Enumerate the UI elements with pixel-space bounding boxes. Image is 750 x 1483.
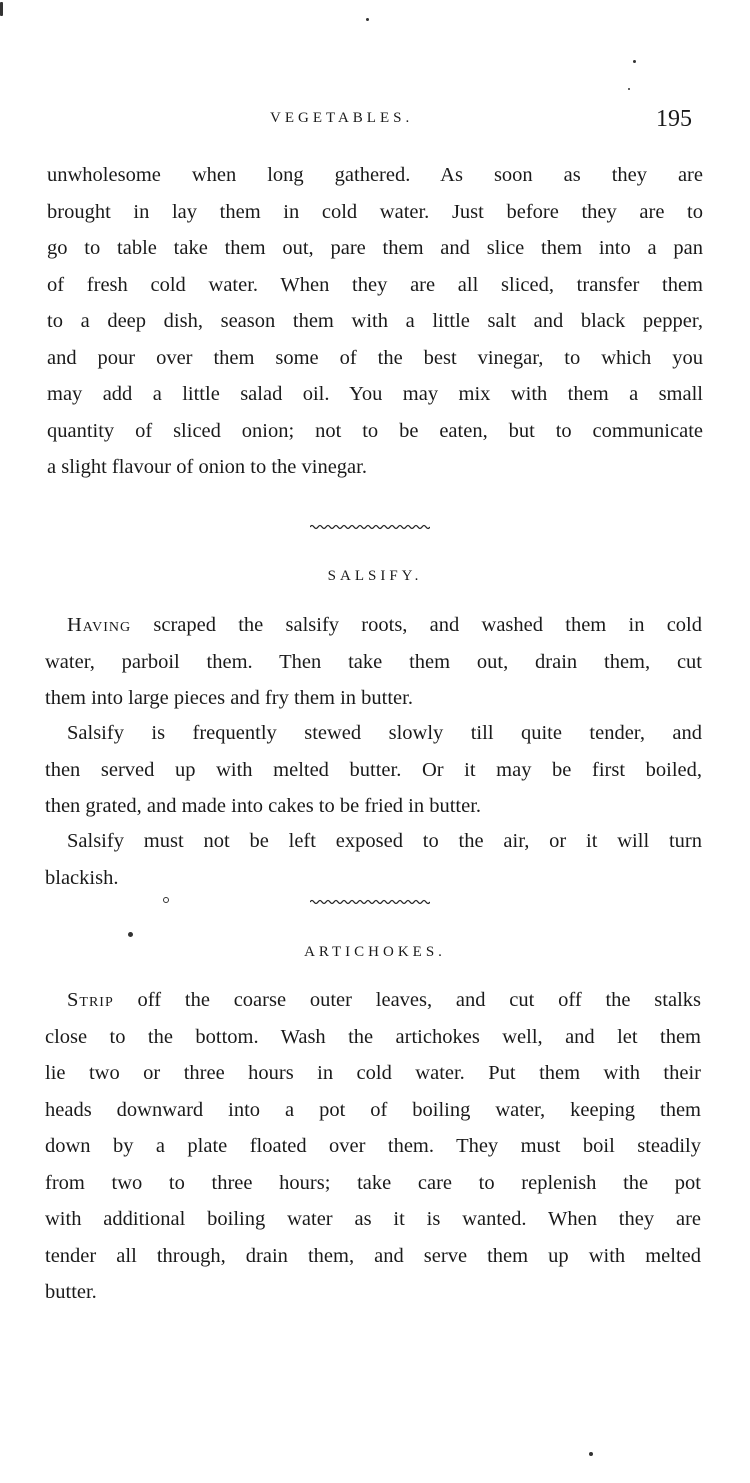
scan-speck [633,60,636,63]
text-line: then served up with melted butter. Or it may be first boiled, [45,758,702,781]
text-line: lie two or three hours in cold water. Put them with their [45,1062,701,1084]
text-line: quantity of sliced onion; not to be eaten, but to communicate [47,419,703,442]
text-line: blackish. [45,866,119,889]
line-rest: scraped the salsify roots, and washed them in cold [131,614,702,636]
text-line: from two to three hours; take care to replenish the pot [45,1171,701,1194]
page-number: 195 [656,106,692,132]
text-line: water, parboil them. Then take them out, drain them, cut [45,650,702,673]
text-line: a slight flavour of onion to the vinegar. [47,456,367,478]
scan-speck [589,1452,593,1456]
salsify-paragraph-3 [45,823,702,896]
salsify-paragraph-1 [45,607,702,717]
scan-speck [366,18,369,21]
text-line: may add a little salad oil. You may mix with them a small [47,383,703,405]
section-divider [310,899,430,905]
salsify-heading: SALSIFY. [327,568,423,584]
text-line [45,607,702,644]
section-divider [310,524,430,530]
scan-speck [163,897,169,903]
text-line: tender all through, drain them, and serve them up with melted [45,1244,701,1267]
text-line: butter. [45,1281,97,1303]
text-line: and pour over them some of the best vinegar, to which you [47,346,703,369]
text-line [45,982,701,1019]
text-line: Salsify must not be left exposed to the air, or it will turn [67,830,702,852]
text-line: unwholesome when long gathered. As soon as they are [47,164,703,186]
artichokes-heading: ARTICHOKES. [304,944,446,960]
text-line: brought in lay them in cold water. Just before they are to [47,200,703,223]
running-head [0,106,750,136]
text-line: go to table take them out, pare them and slice them into a pan [47,237,703,259]
salsify-paragraph-2 [45,715,702,825]
text-line: then grated, and made into cakes to be fried in butter. [45,795,482,817]
text-line: down by a plate floated over them. They must boil steadily [45,1135,701,1157]
text-line: to a deep dish, season them with a little salt and black pepper, [47,310,703,332]
text-line: heads downward into a pot of boiling water, keeping them [45,1098,701,1121]
text-line: Salsify is frequently stewed slowly till quite tender, and [67,722,702,744]
line-rest: off the coarse outer leaves, and cut off the stalks [113,989,701,1011]
lead-word: Having [67,614,132,636]
scan-speck [0,2,3,16]
text-line: of fresh cold water. When they are all sliced, transfer them [47,273,703,296]
lead-word: Strip [67,989,114,1011]
scan-speck [628,88,630,90]
artichokes-paragraph [45,982,701,1311]
text-line: with additional boiling water as it is wanted. When they are [45,1208,701,1230]
running-title: VEGETABLES. [270,110,414,126]
text-line: them into large pieces and fry them in butter. [45,687,413,709]
cucumbers-continued-paragraph [47,157,703,486]
text-line: close to the bottom. Wash the artichokes well, and let them [45,1025,701,1048]
scan-speck [128,932,133,937]
